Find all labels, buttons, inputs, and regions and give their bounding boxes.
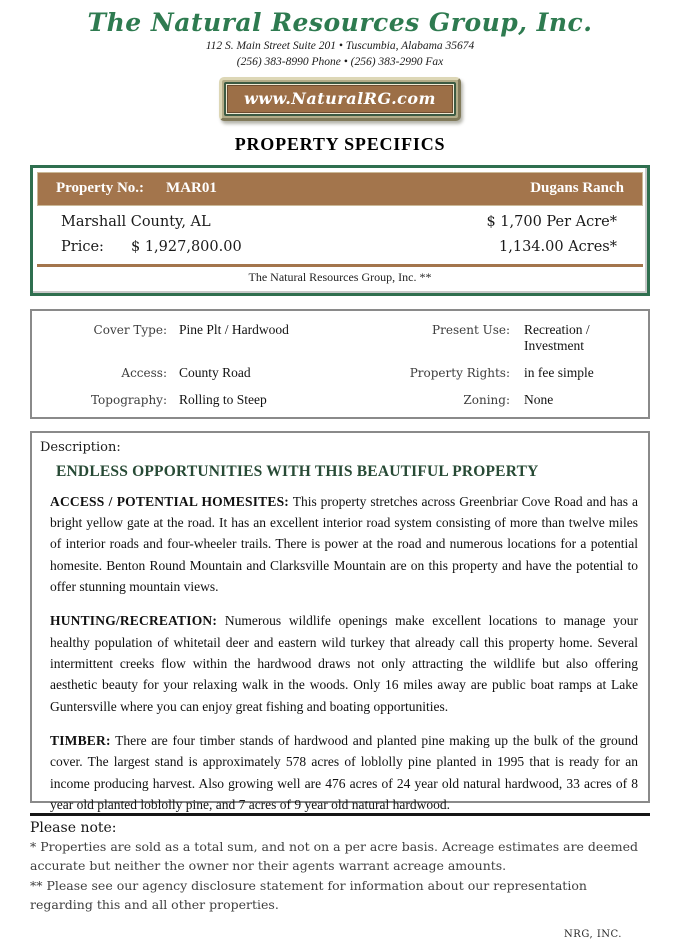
zoning-label: Zoning:: [463, 392, 510, 407]
details-row: [42, 322, 634, 354]
property-header-bar: [37, 172, 643, 206]
property-rights-label: Property Rights:: [409, 365, 510, 380]
description-box: [30, 431, 650, 813]
property-number-label: Property No.:: [56, 179, 145, 196]
property-summary-box: [30, 165, 650, 296]
details-row: [42, 392, 634, 408]
brown-divider: [37, 264, 643, 267]
price-per-acre: $ 1,700 Per Acre*: [486, 213, 617, 230]
note-agency-disclosure: ** Please see our agency disclosure statement for information about our representation regarding this and all other properties.: [30, 878, 587, 912]
property-rights-value: in fee simple: [524, 364, 594, 380]
cover-type-value: Pine Plt / Hardwood: [179, 321, 289, 337]
paragraph-body: Numerous wildlife openings make excellent locations to manage your healthy population of whitetail deer and eastern wild turkey that already call this property home. Several intermittent creeks flow within the hardwood draws not only attracting the wildlife but also offering aesthetic beauty for your relaxing walk in the woods. Only 16 miles away are public boat ramps at Lake Guntersville where you can enjoy great fishing and boating opportunities.: [50, 613, 638, 714]
property-location: Marshall County, AL: [61, 213, 211, 230]
cover-type-label: Cover Type:: [93, 322, 167, 337]
price-group: [61, 239, 242, 255]
website-badge[interactable]: [219, 77, 461, 121]
price-label: Price:: [61, 238, 104, 255]
company-name: The Natural Resources Group, Inc.: [87, 8, 593, 37]
website-link[interactable]: www.NaturalRG.com: [227, 85, 453, 113]
paragraph-lead: TIMBER:: [50, 733, 111, 749]
property-number-value: MAR01: [166, 179, 217, 196]
description-paragraph-timber: [50, 730, 638, 815]
topography-value: Rolling to Steep: [179, 391, 267, 407]
paragraph-body: This property stretches across Greenbriar Cove Road and has a bright yellow gate at the road. It has an excellent interior road system consisting of more than twelve miles of interior roads and four-wheeler trails. There is power at the road and numerous locations for a potential homesite. Benton Round Mountain and Clarksville Mountain are on this property and have the potential to offer stunning mountain views.: [50, 493, 638, 595]
company-phone-fax: (256) 383-8990 Phone • (256) 383-2990 Fax: [236, 56, 444, 69]
note-total-sum: * Properties are sold as a total sum, and not on a per acre basis. Acreage estimates are deemed accurate but neither the owner nor their agents warrant acreage amounts.: [30, 838, 638, 873]
attribution-line: The Natural Resources Group, Inc. **: [248, 269, 432, 284]
property-details-table: [30, 309, 650, 419]
details-row: [42, 365, 634, 381]
paragraph-body: There are four timber stands of hardwood and planted pine making up the bulk of the ground cover. The largest stand is approximately 578 acres of loblolly pine planted in 1995 that is ready for an income producing harvest. Also growing well are 476 acres of 24 year old natural hardwood, 33 acres of 8 year old planted loblolly pine, and 7 acres of 9 year old natural hardwood.: [50, 733, 638, 813]
present-use-label: Present Use:: [432, 322, 510, 337]
page-title: PROPERTY SPECIFICS: [234, 133, 446, 154]
property-body: [37, 206, 643, 255]
access-value: County Road: [179, 364, 251, 380]
description-heading: ENDLESS OPPORTUNITIES WITH THIS BEAUTIFUL PROPERTY: [56, 462, 539, 480]
please-note-label: Please note:: [30, 819, 117, 836]
location-row: [61, 214, 617, 230]
company-address: 112 S. Main Street Suite 201 • Tuscumbia, Alabama 35674: [205, 40, 475, 52]
website-badge-frame: [224, 82, 456, 116]
description-label: Description:: [40, 439, 121, 455]
paragraph-lead: ACCESS / POTENTIAL HOMESITES:: [50, 493, 289, 509]
zoning-value: None: [524, 391, 554, 407]
nrg-footer: NRG, INC.: [564, 928, 622, 940]
acreage-value: 1,134.00 Acres*: [499, 238, 617, 255]
paragraph-lead: HUNTING/RECREATION:: [50, 613, 218, 629]
topography-label: Topography:: [90, 392, 167, 407]
price-row: [61, 239, 617, 255]
description-paragraph-access: [50, 491, 638, 598]
website-badge-wrap: [30, 77, 650, 121]
access-label: Access:: [121, 365, 167, 380]
description-paragraph-hunting: [50, 610, 638, 717]
present-use-value: Recreation / Investment: [524, 321, 590, 353]
price-value: $ 1,927,800.00: [131, 238, 242, 255]
ranch-name: Dugans Ranch: [530, 179, 624, 196]
letterhead: [30, 8, 650, 121]
property-number-group: [56, 180, 217, 197]
